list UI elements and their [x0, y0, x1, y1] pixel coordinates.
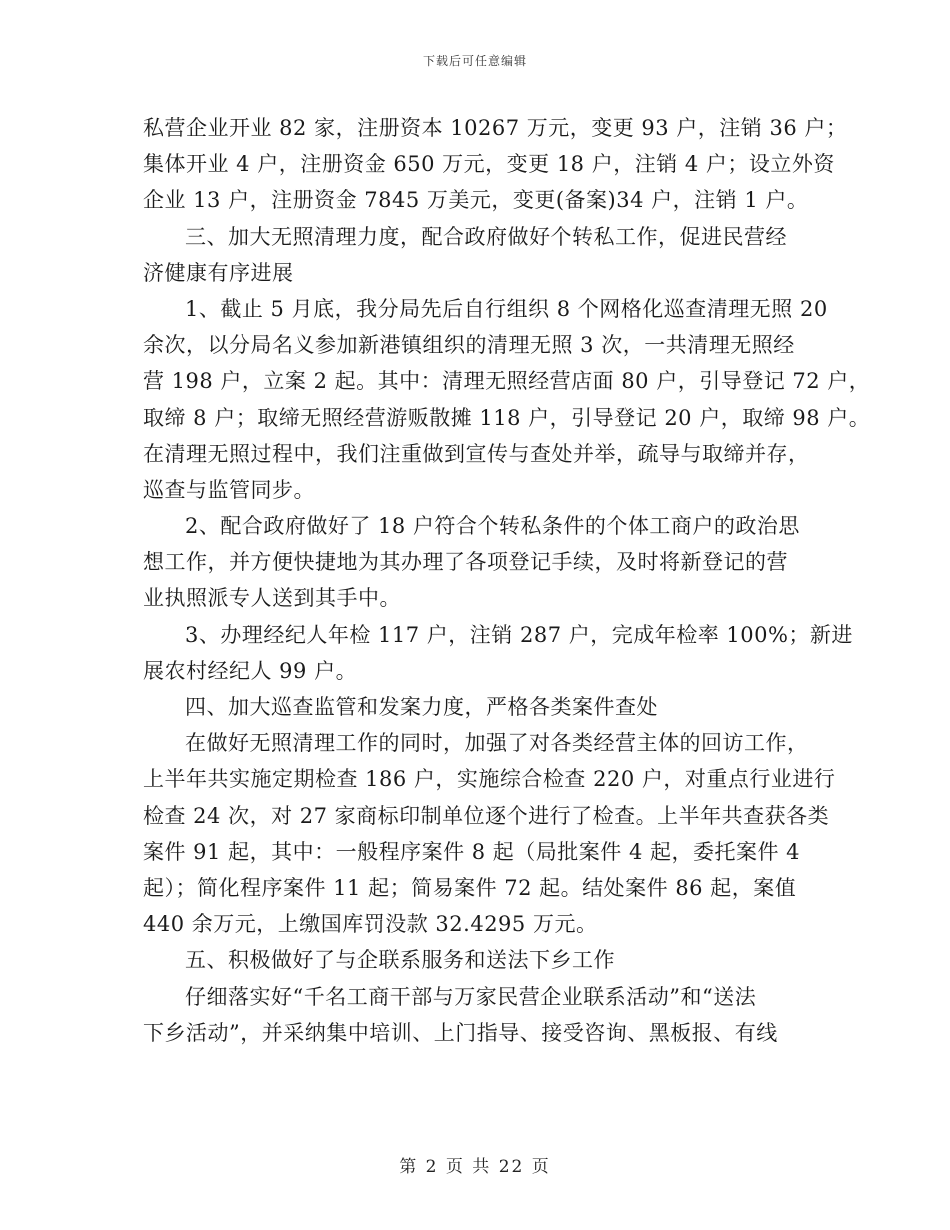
text-line: 案件 91 起，其中：一般程序案件 8 起（局批案件 4 起，委托案件 4	[143, 839, 801, 864]
text-line: 1、截止 5 月底，我分局先后自行组织 8 个网格化巡查清理无照 20	[185, 296, 828, 321]
page-header-note: 下载后可任意编辑	[422, 54, 527, 68]
text-line: 起）；简化程序案件 11 起；简易案件 72 起。结处案件 86 起，案值	[143, 875, 797, 900]
text-line: 余次，以分局名义参加新港镇组织的清理无照 3 次，一共清理无照经	[143, 333, 795, 358]
text-line: 下乡活动”，并采纳集中培训、上门指导、接受咨询、黑板报、有线	[143, 1020, 778, 1045]
text-line: 440 余万元，上缴国库罚没款 32.4295 万元。	[143, 912, 598, 937]
text-line: 检查 24 次，对 27 家商标印制单位逐个进行了检查。上半年共查获各类	[143, 803, 830, 828]
text-line: 企业 13 户，注册资金 7845 万美元，变更(备案)34 户，注销 1 户。	[143, 188, 809, 213]
text-line: 业执照派专人送到其手中。	[143, 586, 401, 611]
text-line: 3、办理经纪人年检 117 户，注销 287 户，完成年检率 100%；新进	[185, 622, 853, 647]
text-line: 营 198 户，立案 2 起。其中：清理无照经营店面 80 户，引导登记 72 户，	[143, 369, 871, 394]
text-line: 取缔 8 户；取缔无照经营游贩散摊 118 户，引导登记 20 户，取缔 98 户。	[143, 405, 871, 430]
section-heading: 三、加大无照清理力度，配合政府做好个转私工作，促进民营经	[185, 224, 787, 249]
text-line: 私营企业开业 82 家，注册资本 10267 万元，变更 93 户，注销 36 户；	[143, 116, 848, 140]
text-line: 展农村经纪人 99 户。	[143, 658, 358, 683]
section-heading: 五、积极做好了与企联系服务和送法下乡工作	[185, 948, 615, 973]
text-line: 上半年共实施定期检查 186 户，实施综合检查 220 户，对重点行业进行	[143, 767, 836, 792]
section-heading: 四、加大巡查监管和发案力度，严格各类案件查处	[185, 695, 658, 719]
section-heading-cont: 济健康有序进展	[143, 260, 294, 285]
page-footer: 第 2 页 共 22 页	[399, 1157, 551, 1177]
document-body	[143, 110, 871, 1051]
text-line: 在清理无照过程中，我们注重做到宣传与查处并举，疏导与取缔并存，	[143, 441, 810, 466]
text-line: 集体开业 4 户，注册资金 650 万元，变更 18 户，注销 4 户；设立外资	[143, 152, 835, 177]
text-line: 仔细落实好“千名工商干部与万家民营企业联系活动”和“送法	[185, 984, 757, 1009]
text-line: 2、配合政府做好了 18 户符合个转私条件的个体工商户的政治思	[185, 514, 800, 539]
text-line: 想工作，并方便快捷地为其办理了各项登记手续，及时将新登记的营	[143, 550, 788, 575]
text-line: 在做好无照清理工作的同时，加强了对各类经营主体的回访工作，	[185, 731, 809, 756]
text-line: 巡查与监管同步。	[143, 477, 315, 502]
